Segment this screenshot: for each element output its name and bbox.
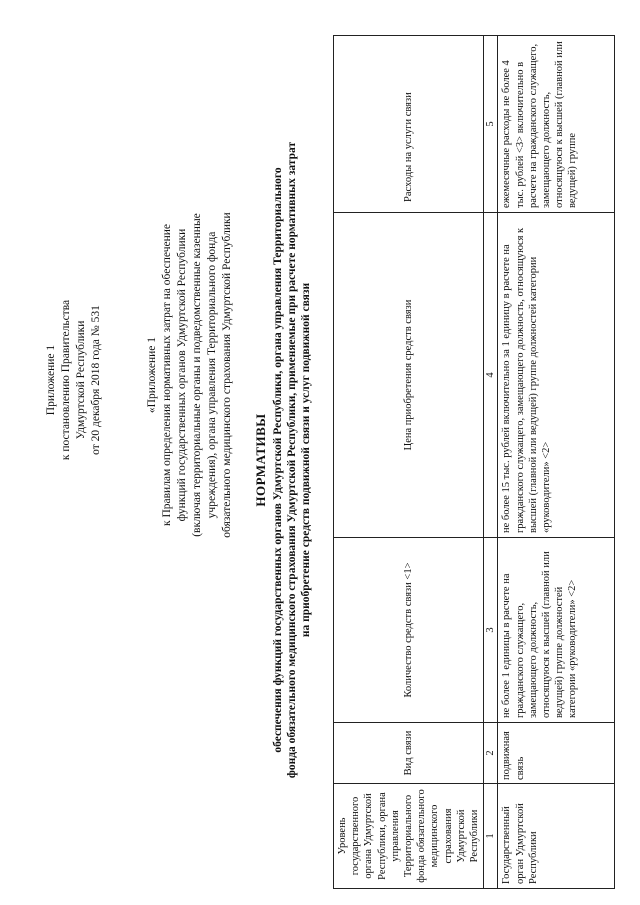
rules-reference (145, 155, 235, 595)
column-number: 4 (484, 213, 498, 538)
rules-line: учреждения), органа управления Территориального фонда (206, 231, 218, 519)
cell-quantity: не более 1 единицы в расчете на гражданского служащего, замещающего должность, относящуюся к высшей (главной или ведущей) группе должностей категории «руководители» <2> (498, 538, 615, 723)
appendix-line: от 20 декабря 2018 года № 531 (90, 305, 102, 455)
heading-line: обеспечения функций государственных органов Удмуртской Республики, органа управления Территориального (272, 167, 284, 753)
header-cell-type: Вид связи (334, 723, 484, 784)
rules-line: обязательного медицинского страхования Удмуртской Республики (221, 212, 233, 538)
column-number: 5 (484, 36, 498, 213)
header-cell-expenses: Расходы на услуги связи (334, 36, 484, 213)
cell-price: не более 15 тыс. рублей включительно за 1 единицу в расчете на гражданского служащего, замещающего должность, относящуюся к высшей (главной или ведущей) группе должностей категории «руководители» <2> (498, 213, 615, 538)
cell-type: подвижная связь (498, 723, 615, 784)
table-row (498, 36, 615, 889)
appendix-line: Удмуртской Республики (75, 320, 87, 440)
document-title: НОРМАТИВЫ (253, 413, 268, 507)
column-number: 2 (484, 723, 498, 784)
rules-line: функций государственных органов Удмуртской Республики (176, 228, 188, 522)
cell-expenses: ежемесячные расходы не более 4 тыс. рублей <3> включительно в расчете на гражданского служащего, замещающего должность, относящуюся к высшей (главной или ведущей) группе (498, 36, 615, 213)
appendix-line: Приложение 1 (45, 344, 57, 416)
table-header-row (334, 36, 484, 889)
column-number: 3 (484, 538, 498, 723)
rules-line: к Правилам определения нормативных затрат на обеспечение (161, 224, 173, 527)
header-cell-level: Уровень государственного органа Удмуртской Республики, органа управления Территориального фонда обязательного медицинского страхования Удмуртской Республики (334, 784, 484, 889)
norms-table (333, 35, 615, 889)
column-number: 1 (484, 784, 498, 889)
appendix-header (44, 230, 104, 530)
document-heading (254, 75, 313, 845)
heading-line: на приобретение средств подвижной связи и услуг подвижной связи (300, 282, 312, 638)
header-cell-quantity: Количество средств связи <1> (334, 538, 484, 723)
rules-line: (включая территориальные органы и подведомственные казенные (191, 213, 203, 537)
heading-line: фонда обязательного медицинского страхования Удмуртской Республики, применяемые при расчете нормативных затрат (286, 141, 298, 779)
rules-line: «Приложение 1 (146, 336, 158, 414)
header-cell-price: Цена приобретения средств связи (334, 213, 484, 538)
cell-level: Государственный орган Удмуртской Республики (498, 784, 615, 889)
appendix-line: к постановлению Правительства (60, 299, 72, 461)
table-number-row (484, 36, 498, 889)
